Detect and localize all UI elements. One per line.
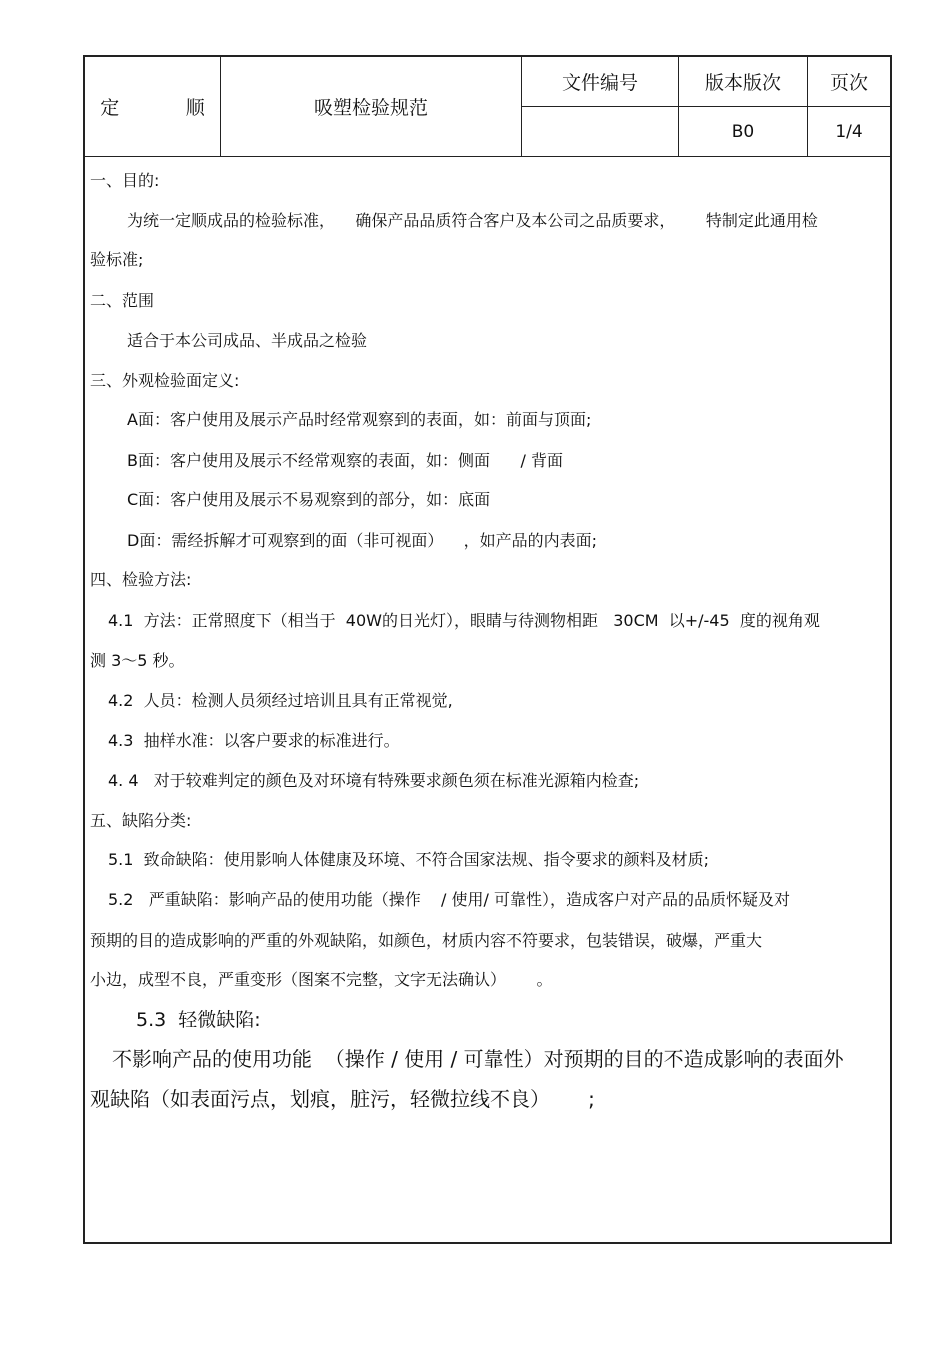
defect-5-2-line1: 5.2 严重缺陷：影响产品的使用功能（操作 / 使用/ 可靠性），造成客户对产品的品质怀疑及对 xyxy=(108,890,791,909)
method-4-1-line1: 4.1 方法：正常照度下（相当于 40W的日光灯），眼睛与待测物相距 30CM 以+/-45 度的视角观 xyxy=(108,611,820,630)
section-heading-surface-definition: 三、外观检验面定义: xyxy=(90,371,240,390)
defect-5-3-heading: 5.3 轻微缺陷: xyxy=(136,1009,261,1031)
section-heading-defects: 五、缺陷分类: xyxy=(90,811,192,830)
version-label: 版本版次 xyxy=(704,72,781,94)
method-4-1-line2: 测 3～5 秒。 xyxy=(90,651,185,670)
method-4-2: 4.2 人员：检测人员须经过培训且具有正常视觉, xyxy=(108,691,453,710)
method-4-3: 4.3 抽样水准：以客户要求的标准进行。 xyxy=(108,731,400,750)
section-heading-method: 四、检验方法: xyxy=(90,570,192,589)
surface-c-definition: C面：客户使用及展示不易观察到的部分，如：底面 xyxy=(127,490,491,509)
scope-text: 适合于本公司成品、半成品之检验 xyxy=(127,331,368,350)
defect-5-1: 5.1 致命缺陷：使用影响人体健康及环境、不符合国家法规、指令要求的颜料及材质; xyxy=(108,850,710,869)
section-heading-scope: 二、范围 xyxy=(90,291,155,310)
defect-5-2-line3: 小边，成型不良，严重变形（图案不完整，文字无法确认） 。 xyxy=(90,970,553,989)
surface-a-definition: A面：客户使用及展示产品时经常观察到的表面，如：前面与顶面; xyxy=(127,410,592,429)
purpose-text-line1: 为统一定顺成品的检验标准， 确保产品品质符合客户及本公司之品质要求， 特制定此通用检 xyxy=(127,211,818,230)
page-value: 1/4 xyxy=(835,121,863,142)
surface-d-definition: D面：需经拆解才可观察到的面（非可视面） ，如产品的内表面; xyxy=(127,531,598,550)
defect-5-2-line2: 预期的目的造成影响的严重的外观缺陷，如颜色，材质内容不符要求，包装错误，破爆，严重大 xyxy=(90,931,763,950)
defect-5-3-line1: 不影响产品的使用功能 （操作 / 使用 / 可靠性）对预期的目的不造成影响的表面外 xyxy=(112,1047,844,1071)
purpose-text-line2: 验标准; xyxy=(90,250,144,269)
version-value: B0 xyxy=(731,121,755,142)
page-label: 页次 xyxy=(829,72,868,94)
document-title: 吸塑检验规范 xyxy=(313,97,428,119)
surface-b-definition: B面：客户使用及展示不经常观察的表面，如：侧面 / 背面 xyxy=(127,451,563,470)
section-heading-purpose: 一、目的: xyxy=(90,171,160,190)
company-name: 定 顺 xyxy=(100,97,205,119)
doc-number-label: 文件编号 xyxy=(561,72,638,94)
defect-5-3-line2: 观缺陷（如表面污点，划痕，脏污，轻微拉线不良） ; xyxy=(90,1087,595,1111)
method-4-4: 4. 4 对于较难判定的颜色及对环境有特殊要求颜色须在标准光源箱内检查; xyxy=(108,771,640,790)
doc-number-value xyxy=(522,107,678,156)
header-bottom-rule xyxy=(83,156,892,157)
